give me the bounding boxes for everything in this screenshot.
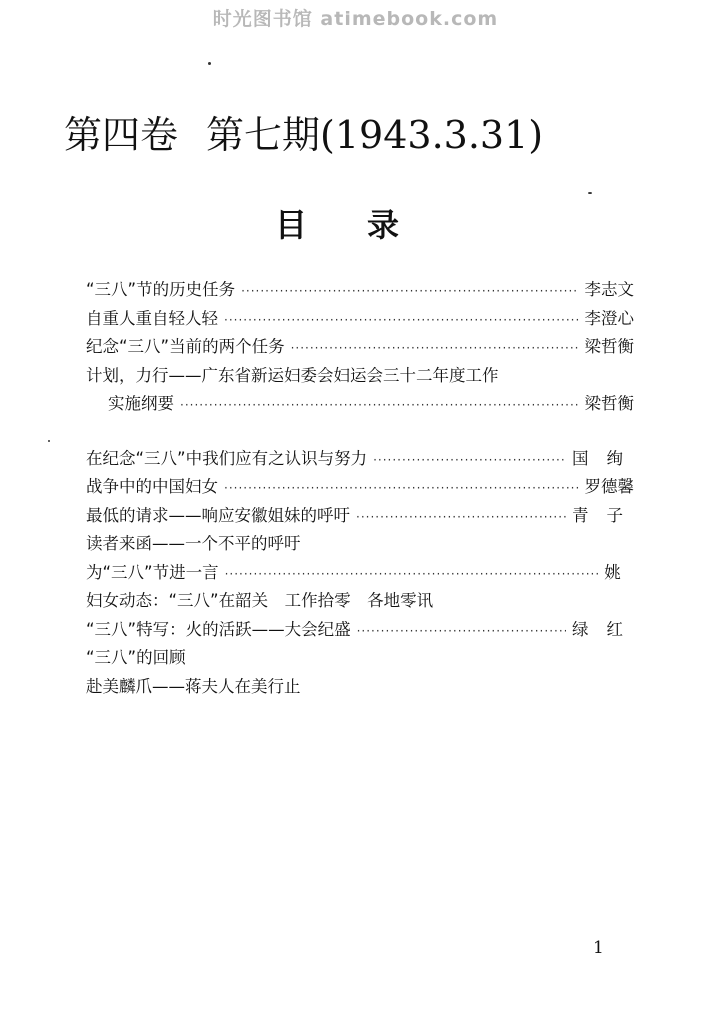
toc-entry (86, 587, 634, 616)
toc-entry (86, 473, 634, 502)
toc-heading: 目录 (275, 206, 460, 244)
scan-speck (588, 192, 592, 194)
toc-entry (86, 390, 634, 419)
toc-leader-dots (224, 313, 579, 327)
toc-entry-title: 纪念“三八”当前的两个任务 (86, 337, 285, 356)
toc-leader-dots (291, 341, 579, 355)
toc-entry (86, 362, 634, 391)
issue-number: 第七期 (206, 113, 321, 157)
toc-entry-title: 计划，力行——广东省新运妇委会妇运会三十二年度工作 (86, 365, 499, 385)
table-of-contents (86, 276, 641, 701)
page-number: 1 (593, 938, 604, 958)
toc-entry (86, 616, 641, 645)
toc-entry-author: 青子 (572, 505, 641, 525)
toc-entry (86, 502, 641, 531)
toc-leader-dots (357, 624, 566, 638)
issue-volume: 第四卷 (64, 113, 179, 157)
toc-entry-title: 实施纲要 (108, 394, 174, 413)
toc-entry-author: 绿红 (572, 619, 641, 639)
toc-entry-title: 读者来函——一个不平的呼吁 (86, 534, 301, 553)
toc-entry-title: “三八”节的历史任务 (86, 280, 236, 299)
toc-leader-dots (224, 481, 579, 495)
toc-entry-author: 国绚 (572, 448, 641, 468)
toc-entry (86, 644, 634, 673)
toc-entry-author: 姚 (604, 562, 621, 582)
toc-entry (86, 673, 634, 702)
toc-entry-title: 自重人重自轻人轻 (86, 308, 218, 328)
issue-date: (1943.3.31) (320, 113, 544, 157)
toc-entry-author: 罗德馨 (584, 477, 634, 496)
toc-entry-title: 赴美麟爪——蒋夫人在美行止 (86, 676, 301, 696)
toc-entry (86, 305, 634, 334)
toc-entry-author: 李澄心 (584, 308, 634, 328)
toc-entry-title: “三八”的回顾 (86, 648, 186, 667)
scan-speck (48, 440, 50, 442)
toc-entry (86, 530, 634, 559)
toc-entry (86, 445, 641, 474)
toc-entry-author: 梁哲衡 (584, 337, 634, 356)
toc-entry-author: 梁哲衡 (584, 394, 634, 413)
watermark-text: 时光图书馆 atimebook.com (212, 8, 499, 30)
toc-leader-dots (180, 398, 579, 412)
toc-leader-dots (373, 453, 566, 467)
toc-entry-title: 战争中的中国妇女 (86, 477, 218, 496)
toc-entry-title: 在纪念“三八”中我们应有之认识与努力 (86, 448, 368, 468)
issue-title (64, 104, 543, 159)
toc-entry (86, 333, 634, 362)
toc-entry (86, 559, 634, 588)
toc-entry-author: 李志文 (584, 280, 634, 299)
toc-entry-title: 为“三八”节进一言 (86, 562, 219, 582)
scan-speck (208, 62, 211, 65)
toc-entry (86, 276, 634, 305)
toc-entry-title: 最低的请求——响应安徽姐妹的呼吁 (86, 505, 350, 525)
toc-leader-dots (241, 284, 578, 298)
toc-leader-dots (356, 510, 566, 524)
toc-entry-title: “三八”特写：火的活跃——大会纪盛 (86, 619, 351, 639)
toc-leader-dots (225, 567, 599, 581)
toc-entry-title: 妇女动态：“三八”在韶关 工作拾零 各地零讯 (86, 591, 434, 610)
